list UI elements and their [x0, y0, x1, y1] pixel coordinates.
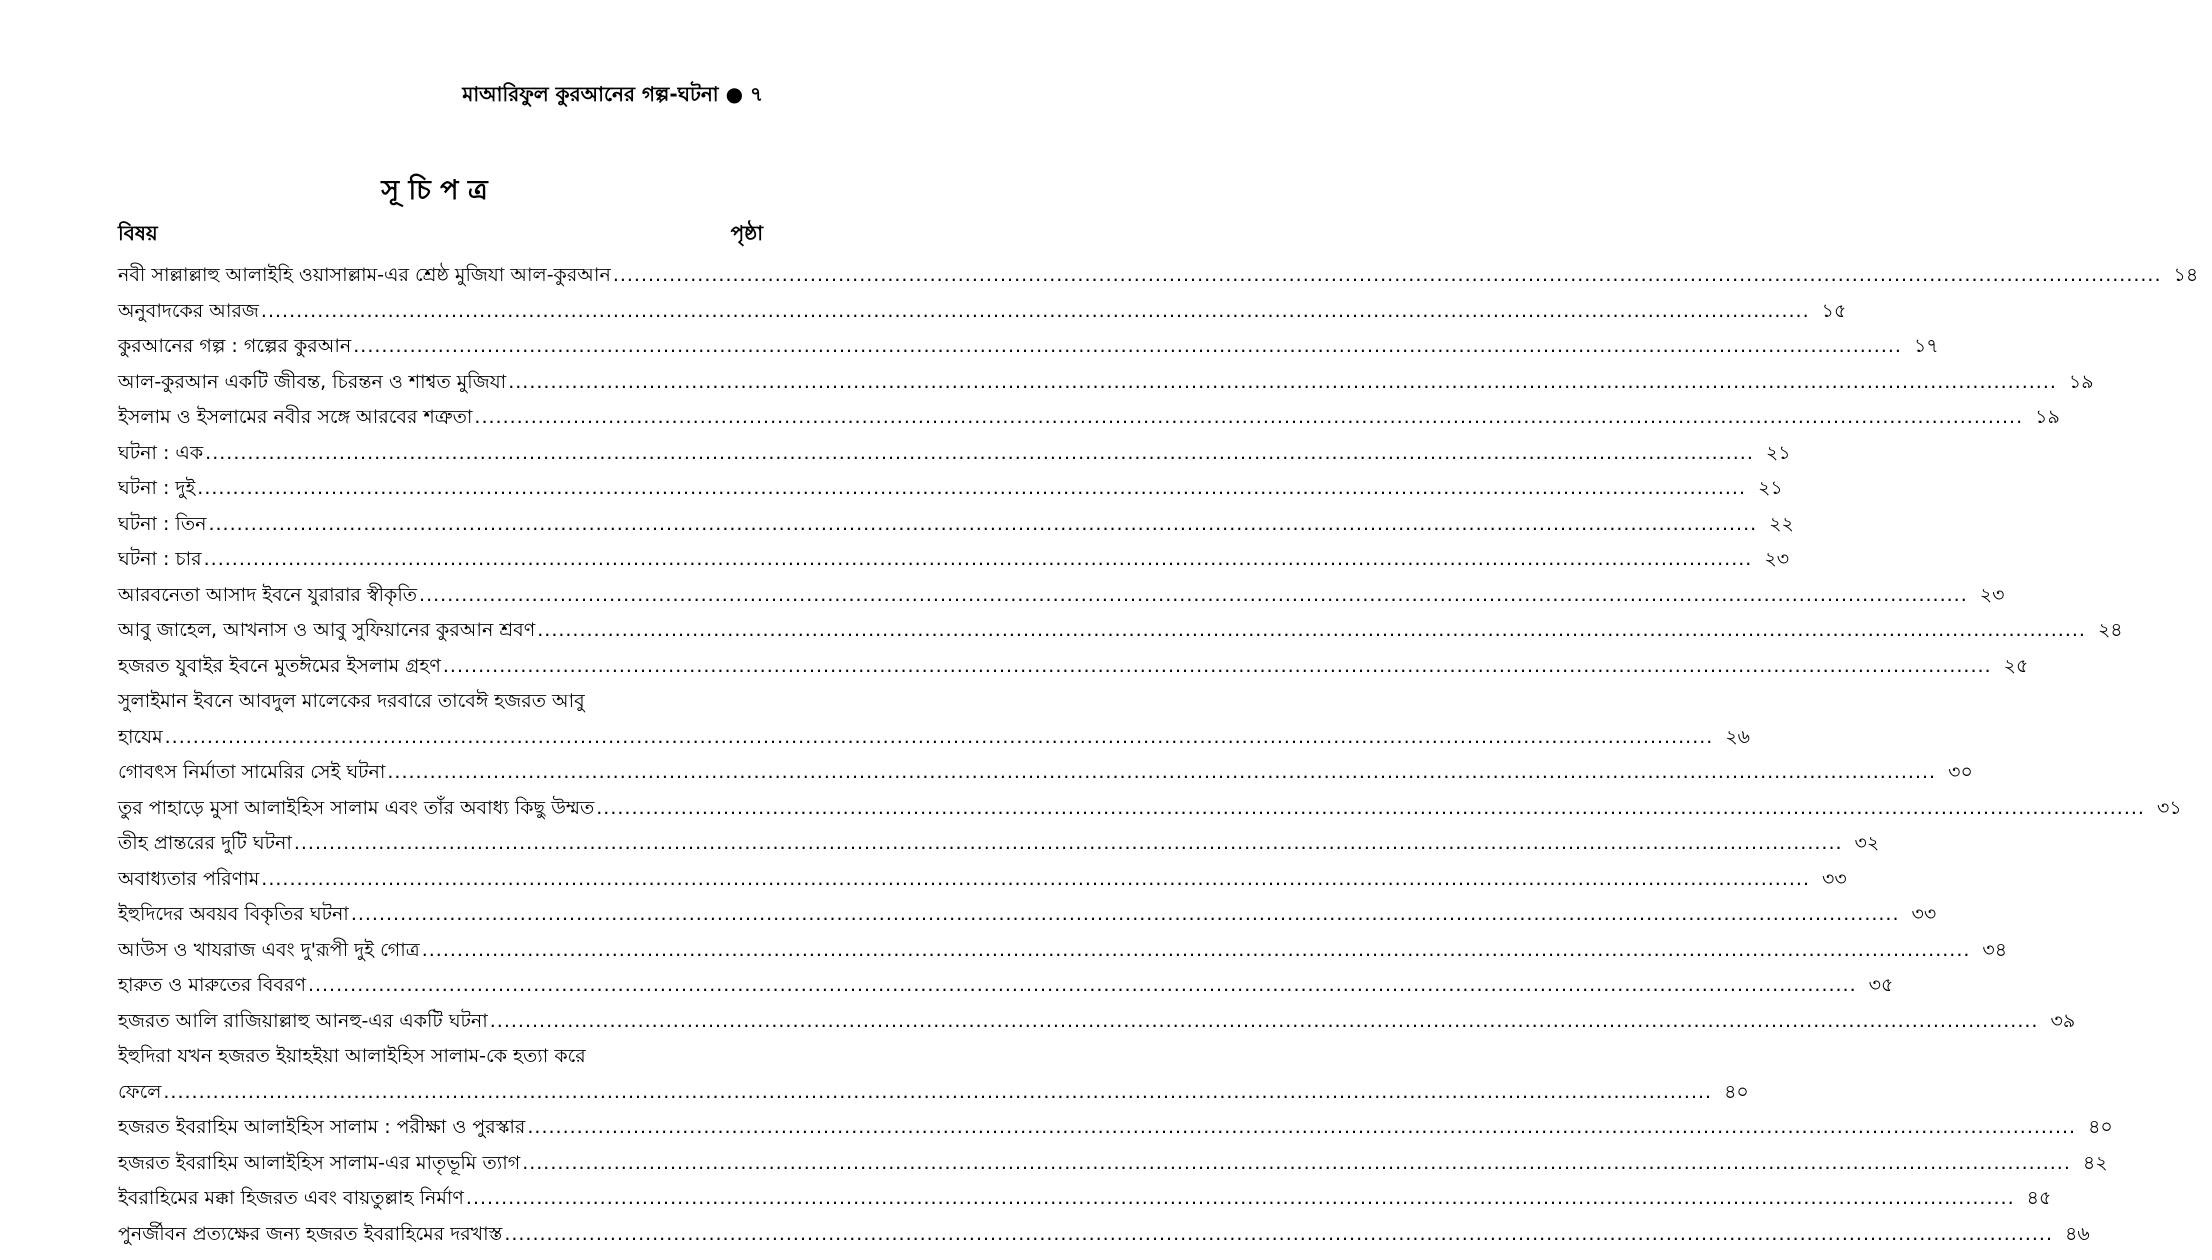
toc-entry-title: ইহুদিরা যখন হজরত ইয়াহইয়া আলাইহিস সালাম-কে হত্যা করে	[118, 1045, 586, 1067]
toc-entry[interactable]	[118, 826, 1880, 862]
toc-entry-page: ২৩	[1979, 583, 2005, 606]
toc-leader-dots: ............................................................................................................................................................................................................................	[612, 264, 2162, 286]
toc-entry-page: ৩৫	[1868, 974, 1894, 996]
toc-entry-title: ঘটনা : এক	[118, 441, 204, 464]
toc-entry-page: ১৯	[2068, 370, 2094, 393]
toc-entry[interactable]	[118, 968, 1894, 1004]
toc-entry-page: ১৪	[2173, 264, 2199, 286]
toc-entry[interactable]	[118, 649, 2029, 685]
toc-leader-dots: ............................................................................................................................................................................................................................	[203, 548, 1753, 570]
toc-entry-title: ঘটনা : দুই	[118, 477, 196, 499]
toc-entry-title: হজরত ইবরাহিম আলাইহিস সালাম : পরীক্ষা ও পুরস্কার	[118, 1116, 526, 1138]
toc-leader-dots: ............................................................................................................................................................................................................................	[260, 299, 1810, 322]
toc-entry-page: ৩১	[2156, 796, 2182, 819]
toc-entry-page: ৪৫	[2026, 1187, 2052, 1209]
toc-entry-page: ৪০	[1724, 1080, 1749, 1103]
toc-leader-dots: ............................................................................................................................................................................................................................	[419, 583, 1968, 606]
toc-entry[interactable]	[118, 720, 1751, 756]
toc-entry[interactable]	[118, 578, 2005, 614]
toc-entry-title: আউস ও খাযরাজ এবং দু'রূপী দুই গোত্র	[118, 938, 420, 961]
toc-entry-title: সুলাইমান ইবনে আবদুল মালেকের দরবারে তাবেঈ হজরত আবু	[118, 690, 585, 712]
toc-entry[interactable]	[118, 471, 1783, 507]
toc-entry-title: ফেলে	[118, 1080, 162, 1103]
toc-leader-dots: ............................................................................................................................................................................................................................	[522, 1151, 2071, 1174]
running-header: মাআরিফুল কুরআনের গল্প-ঘটনা ● ৭	[462, 82, 763, 106]
subject-column-heading: বিষয়	[118, 221, 158, 245]
toc-entry[interactable]	[118, 1004, 2076, 1040]
toc-entry-title: ঘটনা : তিন	[118, 512, 207, 535]
toc-entry[interactable]	[118, 542, 1790, 578]
toc-entry-title: আরবনেতা আসাদ ইবনে যুরারার স্বীকৃতি	[118, 583, 418, 606]
toc-leader-dots: ............................................................................................................................................................................................................................	[474, 406, 2024, 428]
toc-entry-title: হজরত আলি রাজিয়াল্লাহু আনহু-এর একটি ঘটনা	[118, 1009, 488, 1032]
toc-entry[interactable]	[118, 400, 2060, 436]
toc-entry-page: ১৫	[1821, 299, 1847, 322]
toc-entry-title: কুরআনের গল্প : গল্পের কুরআন	[118, 335, 352, 357]
toc-entry-title: তুর পাহাড়ে মুসা আলাইহিস সালাম এবং তাঁর অবাধ্য কিছু উম্মত	[118, 796, 595, 819]
toc-entry[interactable]	[118, 1075, 1749, 1111]
toc-entry-title: নবী সাল্লাল্লাহু আলাইহি ওয়াসাল্লাম-এর শ্রেষ্ঠ মুজিযা আল-কুরআন	[118, 264, 611, 286]
toc-leader-dots: ............................................................................................................................................................................................................................	[537, 619, 2086, 641]
toc-entry-page: ৩২	[1854, 832, 1880, 854]
toc-leader-dots: ............................................................................................................................................................................................................................	[350, 903, 1900, 925]
toc-entry-page: ২৫	[2003, 654, 2029, 677]
toc-entry-title: অবাধ্যতার পরিণাম	[118, 867, 260, 890]
toc-entry[interactable]	[118, 1146, 2108, 1182]
toc-entry-page: ২৩	[1764, 548, 1790, 570]
toc-leader-dots: ............................................................................................................................................................................................................................	[208, 512, 1758, 535]
toc-entry-page: ৩৪	[1982, 938, 2008, 961]
toc-entry[interactable]	[118, 294, 1847, 330]
toc-entry-page: ৩৩	[1911, 903, 1937, 925]
toc-entry-title: হাযেম	[118, 725, 163, 748]
toc-list	[118, 258, 2199, 1252]
toc-entry-page: ৪৬	[2065, 1222, 2090, 1245]
toc-leader-dots: ............................................................................................................................................................................................................................	[527, 1116, 2077, 1138]
toc-entry[interactable]	[118, 1039, 763, 1075]
toc-entry-page: ৪০	[2088, 1116, 2113, 1138]
toc-leader-dots: ............................................................................................................................................................................................................................	[261, 867, 1810, 890]
toc-leader-dots: ............................................................................................................................................................................................................................	[164, 725, 1714, 748]
toc-entry[interactable]	[118, 684, 763, 720]
toc-entry-title: আবু জাহেল, আখনাস ও আবু সুফিয়ানের কুরআন শ্রবণ	[118, 619, 536, 641]
toc-entry-page: ২১	[1765, 441, 1791, 464]
toc-leader-dots: ............................................................................................................................................................................................................................	[293, 832, 1843, 854]
toc-leader-dots: ............................................................................................................................................................................................................................	[197, 477, 1746, 499]
toc-entry-page: ২৪	[2097, 619, 2123, 641]
toc-entry-title: ইবরাহিমের মক্কা হিজরত এবং বায়তুল্লাহ নির্মাণ	[118, 1187, 464, 1209]
toc-entry-title: ঘটনা : চার	[118, 548, 202, 570]
toc-leader-dots: ............................................................................................................................................................................................................................	[163, 1080, 1713, 1103]
toc-entry-title: পুনর্জীবন প্রত্যক্ষের জন্য হজরত ইবরাহিমের দরখাস্ত	[118, 1222, 503, 1245]
toc-entry-title: হারুত ও মারুতের বিবরণ	[118, 974, 306, 996]
toc-leader-dots: ............................................................................................................................................................................................................................	[596, 796, 2145, 819]
toc-entry[interactable]	[118, 862, 1847, 898]
toc-entry-title: অনুবাদকের আরজ	[118, 299, 259, 322]
toc-leader-dots: ............................................................................................................................................................................................................................	[508, 370, 2057, 393]
toc-entry-title: হজরত যুবাইর ইবনে মুতঈমের ইসলাম গ্রহণ	[118, 654, 441, 677]
toc-entry[interactable]	[118, 897, 1937, 933]
toc-entry-page: ৩৩	[1822, 867, 1847, 890]
toc-entry-page: ২১	[1758, 477, 1783, 499]
toc-entry[interactable]	[118, 791, 2182, 827]
toc-entry[interactable]	[118, 436, 1791, 472]
toc-entry-title: হজরত ইবরাহিম আলাইহিস সালাম-এর মাতৃভূমি ত্যাগ	[118, 1151, 521, 1174]
toc-entry-page: ২৬	[1725, 725, 1751, 748]
toc-entry[interactable]	[118, 329, 1939, 365]
toc-entry[interactable]	[118, 1217, 2090, 1253]
toc-entry[interactable]	[118, 933, 2008, 969]
toc-entry-title: গোবৎস নির্মাতা সামেরির সেই ঘটনা	[118, 761, 386, 783]
toc-entry-title: ইসলাম ও ইসলামের নবীর সঙ্গে আরবের শত্রুতা	[118, 406, 473, 428]
page-column-heading: পৃষ্ঠা	[730, 221, 763, 245]
toc-entry[interactable]	[118, 755, 1973, 791]
toc-leader-dots: ............................................................................................................................................................................................................................	[307, 974, 1857, 996]
toc-entry-title: তীহ প্রান্তরের দুটি ঘটনা	[118, 832, 292, 854]
toc-leader-dots: ............................................................................................................................................................................................................................	[489, 1009, 2039, 1032]
toc-leader-dots: ............................................................................................................................................................................................................................	[465, 1187, 2015, 1209]
toc-entry[interactable]	[118, 1110, 2113, 1146]
toc-entry[interactable]	[118, 365, 2094, 401]
toc-leader-dots: ............................................................................................................................................................................................................................	[442, 654, 1992, 677]
toc-entry-title: ইহুদিদের অবয়ব বিকৃতির ঘটনা	[118, 903, 349, 925]
toc-leader-dots: ............................................................................................................................................................................................................................	[353, 335, 1902, 357]
toc-entry[interactable]	[118, 258, 2199, 294]
toc-entry[interactable]	[118, 1181, 2052, 1217]
toc-entry-page: ২২	[1769, 512, 1794, 535]
toc-title: সূ চি প ত্র	[381, 175, 488, 206]
toc-entry-page: ১৯	[2035, 406, 2060, 428]
toc-leader-dots: ............................................................................................................................................................................................................................	[421, 938, 1971, 961]
toc-entry[interactable]	[118, 613, 2123, 649]
toc-entry-title: আল-কুরআন একটি জীবন্ত, চিরন্তন ও শাশ্বত মুজিযা	[118, 370, 507, 393]
toc-leader-dots: ............................................................................................................................................................................................................................	[205, 441, 1754, 464]
toc-entry[interactable]	[118, 507, 1794, 543]
toc-entry-page: ৩০	[1948, 761, 1973, 783]
toc-entry-page: ১৭	[1913, 335, 1939, 357]
toc-leader-dots: ............................................................................................................................................................................................................................	[504, 1222, 2054, 1245]
toc-leader-dots: ............................................................................................................................................................................................................................	[387, 761, 1937, 783]
toc-entry-page: ৩৯	[2050, 1009, 2076, 1032]
toc-entry-page: ৪২	[2082, 1151, 2108, 1174]
